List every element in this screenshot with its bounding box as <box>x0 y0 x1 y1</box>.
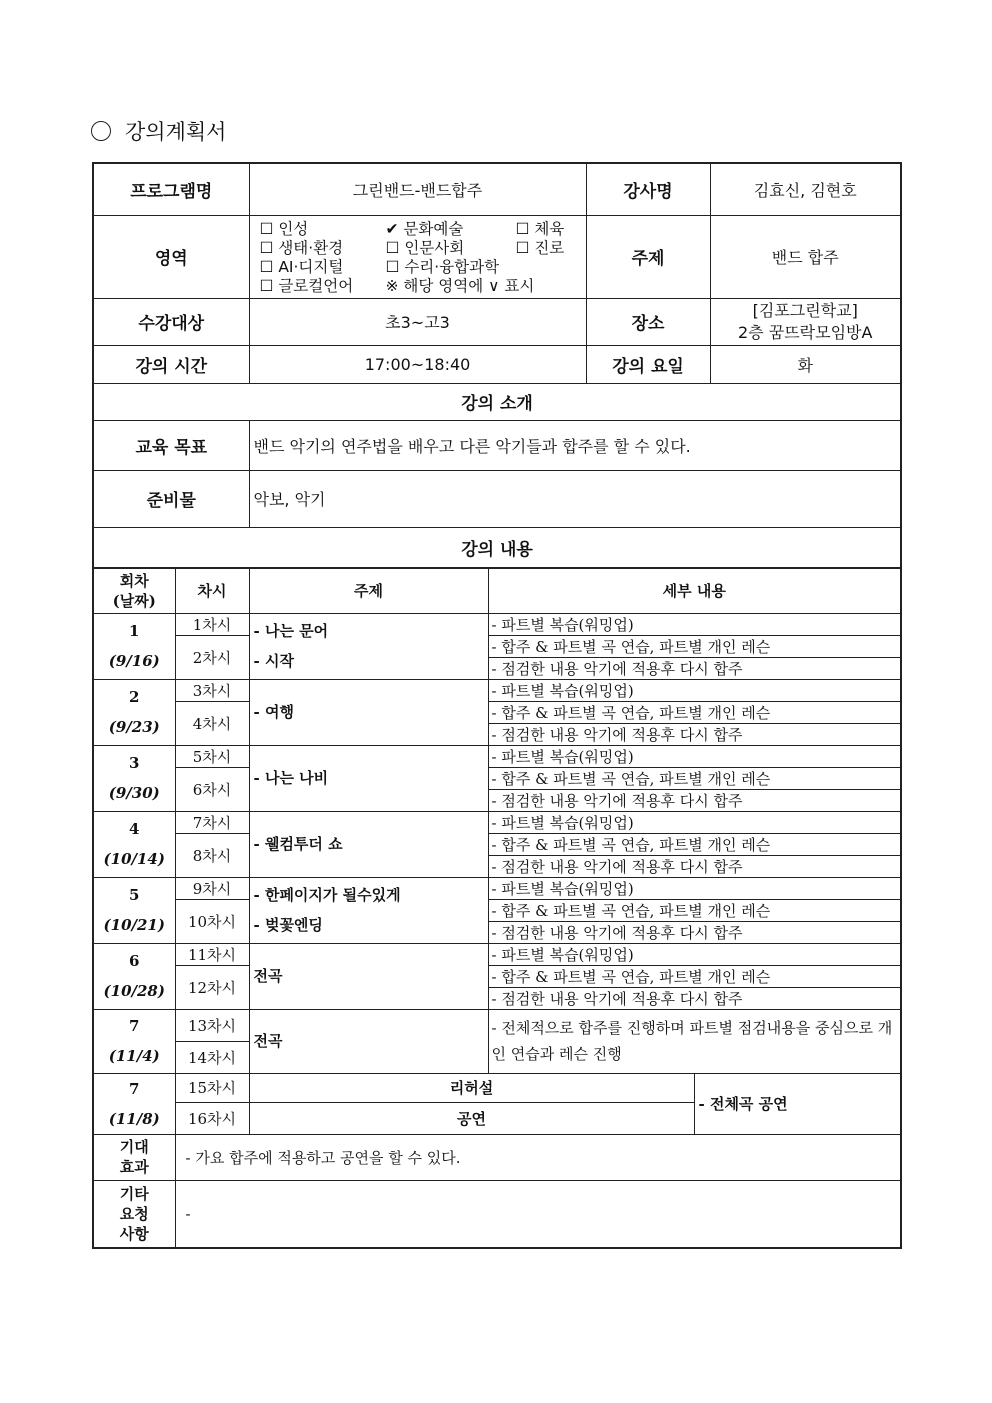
area-option[interactable]: ☐ 체육 <box>515 219 565 238</box>
area-option[interactable]: ☐ 인성 <box>259 219 309 238</box>
hour-cell: 10차시 <box>175 899 249 943</box>
hour-cell: 2차시 <box>175 635 249 679</box>
session-topic <box>249 745 488 811</box>
detail-line: - 파트별 복습(워밍업) <box>488 811 901 833</box>
other-value: - <box>175 1180 901 1248</box>
topic-header: 주제 <box>249 568 488 613</box>
session-cell: 1 (9/16) <box>93 613 175 679</box>
place-line-1: [김포그린학교] <box>752 300 858 320</box>
area-checkbox-group <box>249 215 586 298</box>
document-title: 강의계획서 <box>125 120 227 144</box>
session-topic: 리허설 <box>249 1073 694 1102</box>
detail-line: - 점검한 내용 악기에 적용후 다시 합주 <box>488 855 901 877</box>
effect-value: - 가요 합주에 적용하고 공연을 할 수 있다. <box>175 1134 901 1180</box>
detail-line: - 점검한 내용 악기에 적용후 다시 합주 <box>488 723 901 745</box>
session-cell: 2 (9/23) <box>93 679 175 745</box>
effect-label: 기대 효과 <box>93 1134 175 1180</box>
hour-cell: 7차시 <box>175 811 249 833</box>
target-label: 수강대상 <box>93 298 249 345</box>
area-option[interactable]: ☐ 글로컬언어 <box>259 276 354 295</box>
place-line-2: 2층 꿈뜨락모임방A <box>738 322 873 342</box>
hour-cell: 3차시 <box>175 679 249 701</box>
session-detail: - 전체적으로 합주를 진행하며 파트별 점검내용을 중심으로 개인 연습과 레슨 진행 <box>488 1009 901 1073</box>
circle-bullet-icon <box>91 121 111 141</box>
hour-cell: 5차시 <box>175 745 249 767</box>
session-header: 회차 (날짜) <box>93 568 175 613</box>
hour-cell: 15차시 <box>175 1073 249 1102</box>
detail-line: - 파트별 복습(워밍업) <box>488 877 901 899</box>
session-topic <box>249 679 488 745</box>
area-option[interactable]: ☐ AI·디지털 <box>259 257 344 276</box>
intro-section-header: 강의 소개 <box>93 383 901 420</box>
document-heading <box>91 116 226 146</box>
topic-line: - 벚꽃엔딩 <box>253 916 323 934</box>
hour-cell: 1차시 <box>175 613 249 635</box>
day-label: 강의 요일 <box>586 345 710 383</box>
detail-line: - 합주 & 파트별 곡 연습, 파트별 개인 레슨 <box>488 833 901 855</box>
detail-header: 세부 내용 <box>488 568 901 613</box>
session-cell: 4 (10/14) <box>93 811 175 877</box>
session-topic <box>249 943 488 1009</box>
topic-line: 전곡 <box>253 967 283 985</box>
session-topic <box>249 877 488 943</box>
target-value: 초3~고3 <box>249 298 586 345</box>
session-cell: 6 (10/28) <box>93 943 175 1009</box>
topic-label: 주제 <box>586 215 710 298</box>
topic-line: - 나는 나비 <box>253 769 329 787</box>
area-option-checked[interactable]: ✔ 문화예술 <box>385 219 464 238</box>
goal-label: 교육 목표 <box>93 420 249 470</box>
session-topic <box>249 613 488 679</box>
prep-value: 악보, 악기 <box>249 470 901 527</box>
session-topic: 공연 <box>249 1102 694 1134</box>
detail-line: - 점검한 내용 악기에 적용후 다시 합주 <box>488 657 901 679</box>
hour-cell: 6차시 <box>175 767 249 811</box>
topic-line: - 여행 <box>253 703 294 721</box>
session-topic <box>249 811 488 877</box>
detail-line: - 합주 & 파트별 곡 연습, 파트별 개인 레슨 <box>488 701 901 723</box>
detail-line: - 파트별 복습(워밍업) <box>488 613 901 635</box>
detail-line: - 파트별 복습(워밍업) <box>488 745 901 767</box>
detail-line: - 파트별 복습(워밍업) <box>488 679 901 701</box>
lecture-info-table <box>92 162 902 569</box>
detail-line: - 합주 & 파트별 곡 연습, 파트별 개인 레슨 <box>488 767 901 789</box>
area-option[interactable]: ☐ 생태·환경 <box>259 238 344 257</box>
instructor-label: 강사명 <box>586 163 710 215</box>
hour-cell: 12차시 <box>175 965 249 1009</box>
content-section-header: 강의 내용 <box>93 527 901 568</box>
hour-cell: 8차시 <box>175 833 249 877</box>
prep-label: 준비물 <box>93 470 249 527</box>
time-label: 강의 시간 <box>93 345 249 383</box>
hour-header: 차시 <box>175 568 249 613</box>
hour-cell: 9차시 <box>175 877 249 899</box>
area-option[interactable]: ☐ 인문사회 <box>385 238 465 257</box>
session-cell: 5 (10/21) <box>93 877 175 943</box>
schedule-table <box>92 567 902 1249</box>
hour-cell: 16차시 <box>175 1102 249 1134</box>
detail-line: - 합주 & 파트별 곡 연습, 파트별 개인 레슨 <box>488 899 901 921</box>
program-value: 그린밴드-밴드합주 <box>249 163 586 215</box>
detail-line: - 점검한 내용 악기에 적용후 다시 합주 <box>488 987 901 1009</box>
topic-line: - 시작 <box>253 652 294 670</box>
topic-line: - 웰컴투더 쇼 <box>253 835 343 853</box>
detail-line: - 합주 & 파트별 곡 연습, 파트별 개인 레슨 <box>488 965 901 987</box>
detail-line: - 합주 & 파트별 곡 연습, 파트별 개인 레슨 <box>488 635 901 657</box>
session-topic: 전곡 <box>249 1009 488 1073</box>
goal-value: 밴드 악기의 연주법을 배우고 다른 악기들과 합주를 할 수 있다. <box>249 420 901 470</box>
area-option[interactable]: ☐ 진로 <box>515 238 565 257</box>
day-value: 화 <box>710 345 901 383</box>
area-option[interactable]: ☐ 수리·융합과학 <box>385 257 500 276</box>
other-label: 기타 요청 사항 <box>93 1180 175 1248</box>
time-value: 17:00~18:40 <box>249 345 586 383</box>
hour-cell: 4차시 <box>175 701 249 745</box>
session-detail: - 전체곡 공연 <box>694 1073 901 1134</box>
session-cell: 3 (9/30) <box>93 745 175 811</box>
area-label: 영역 <box>93 215 249 298</box>
area-note: ※ 해당 영역에 ∨ 표시 <box>385 276 535 295</box>
session-cell: 7 (11/4) <box>93 1009 175 1073</box>
session-cell: 7 (11/8) <box>93 1073 175 1134</box>
program-label: 프로그램명 <box>93 163 249 215</box>
topic-value: 밴드 합주 <box>710 215 901 298</box>
hour-cell: 14차시 <box>175 1041 249 1073</box>
hour-cell: 13차시 <box>175 1009 249 1041</box>
topic-line: - 나는 문어 <box>253 622 329 640</box>
detail-line: - 점검한 내용 악기에 적용후 다시 합주 <box>488 789 901 811</box>
detail-line: - 파트별 복습(워밍업) <box>488 943 901 965</box>
instructor-value: 김효신, 김현호 <box>710 163 901 215</box>
detail-line: - 점검한 내용 악기에 적용후 다시 합주 <box>488 921 901 943</box>
place-value <box>710 298 901 345</box>
hour-cell: 11차시 <box>175 943 249 965</box>
topic-line: - 한페이지가 될수있게 <box>253 886 401 904</box>
place-label: 장소 <box>586 298 710 345</box>
